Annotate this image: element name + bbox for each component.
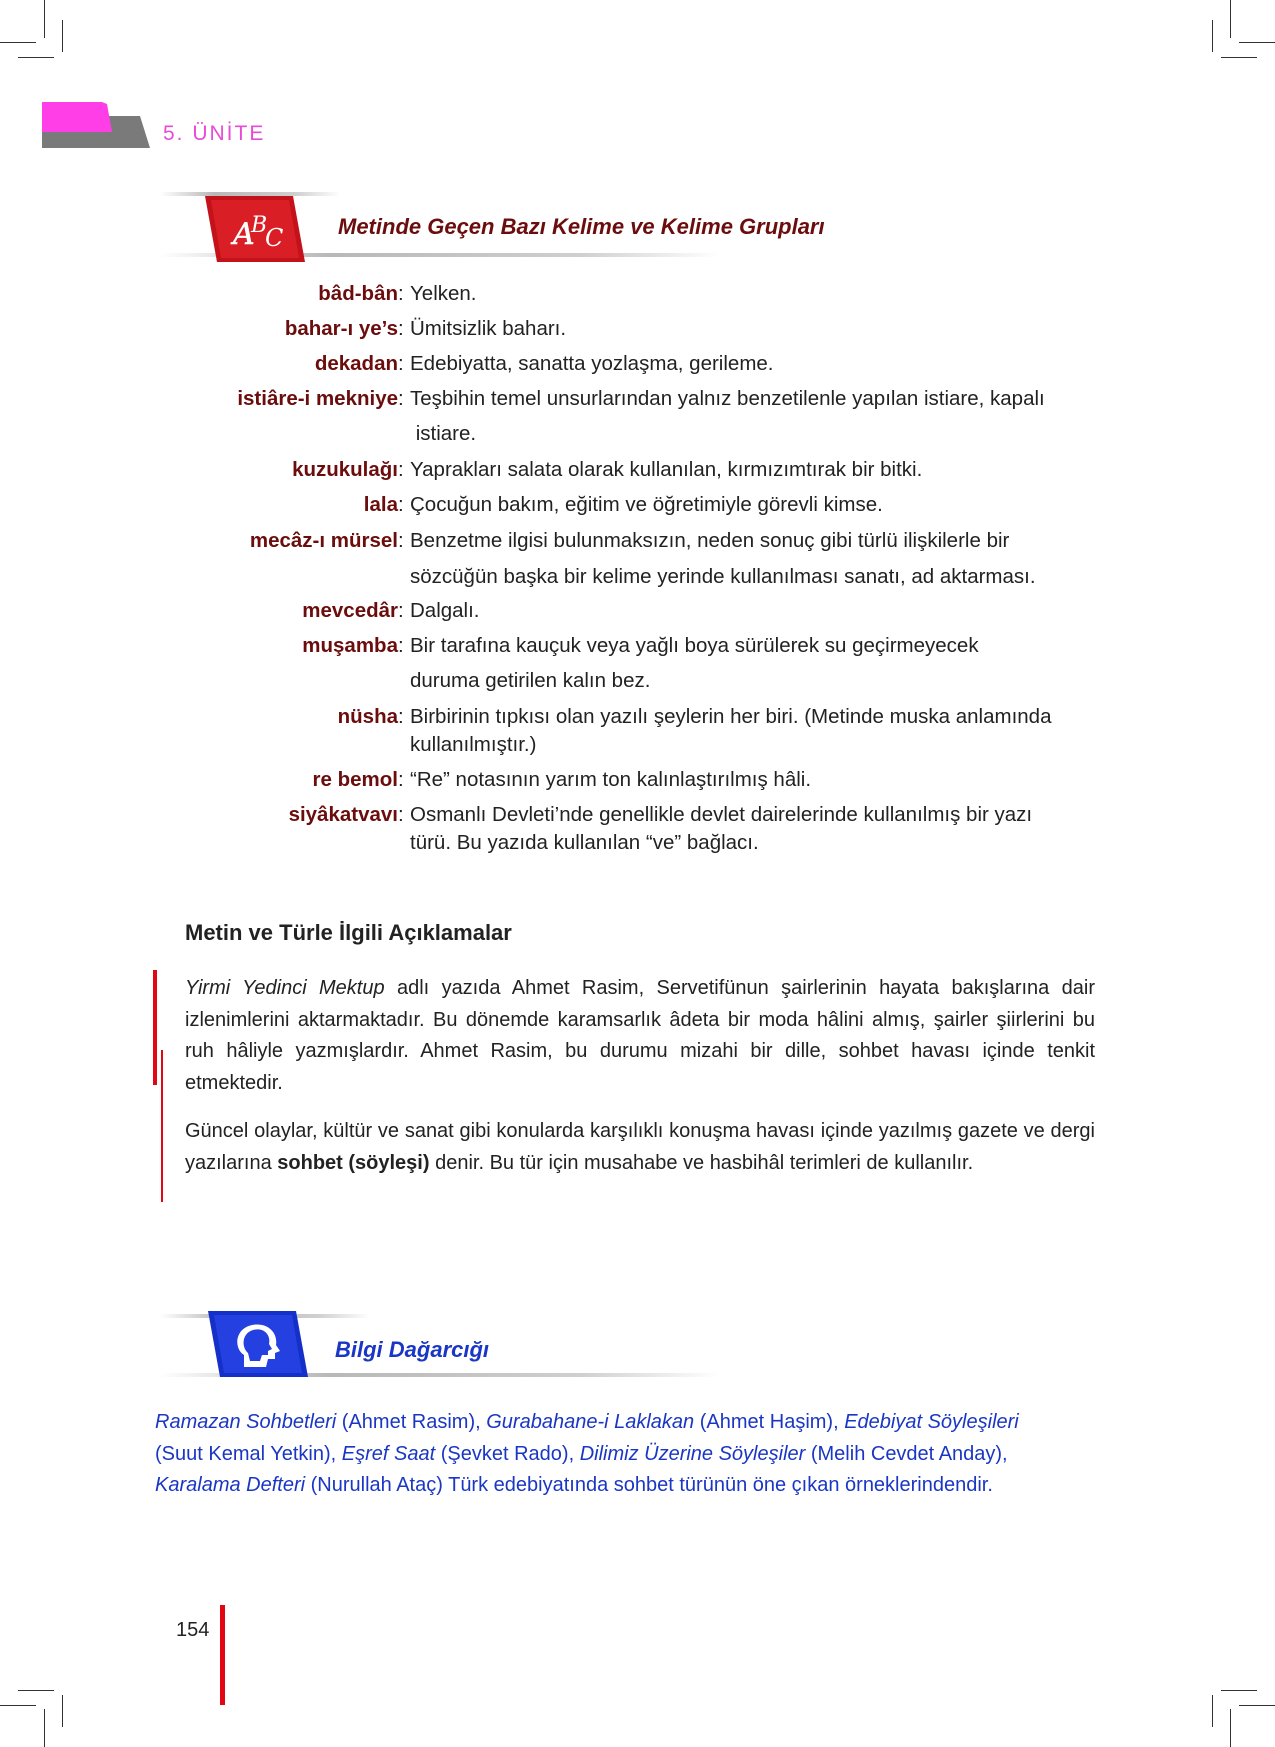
vocab-definition: Yaprakları salata olarak kullanılan, kırmızımtırak bir bitki. — [410, 458, 923, 481]
vocab-term: kuzukulağı — [292, 458, 398, 481]
vocab-term: re bemol — [312, 768, 398, 791]
vocab-definition: Edebiyatta, sanatta yozlaşma, gerileme. — [410, 352, 774, 375]
vocab-definition: Bir tarafına kauçuk veya yağlı boya sürülerek su geçirmeyecek duruma getirilen kalın bez. — [410, 634, 979, 692]
vocab-definition: Dalgalı. — [410, 599, 480, 622]
unit-label: 5. ÜNİTE — [163, 122, 266, 145]
vocab-term: nüsha — [337, 705, 398, 728]
vocab-term: muşamba — [302, 634, 398, 657]
work-title: Edebiyat Söyleşileri — [844, 1411, 1019, 1433]
vocab-definition: Ümitsizlik baharı. — [410, 317, 567, 340]
work-title: Yirmi Yedinci Mektup — [185, 977, 385, 999]
work-title: Ramazan Sohbetleri — [155, 1411, 337, 1433]
vocab-section-title: Metinde Geçen Bazı Kelime ve Kelime Grupları — [338, 214, 825, 239]
vocab-term: lala — [363, 493, 398, 516]
explain-paragraph-2: Güncel olaylar, kültür ve sanat gibi konularda karşılıklı konuşma havası içinde yazılmış gazete ve dergi yazılarına sohbet (söyleşi) denir. Bu tür için musahabe ve hasbihâl terimleri de kullanılır. — [185, 1120, 1095, 1174]
explain-heading: Metin ve Türle İlgili Açıklamalar — [185, 920, 512, 945]
page-number: 154 — [176, 1619, 210, 1641]
vocab-definition: Yelken. — [410, 282, 477, 305]
vocab-definition: Benzetme ilgisi bulunmaksızın, neden sonuç gibi türlü ilişkilerle bir sözcüğün başka bir kelime yerinde kullanılması sanatı, ad aktarması. — [410, 529, 1036, 588]
unit-tab-icon — [42, 102, 150, 148]
vocab-term: mevcedâr — [302, 599, 398, 622]
explain-paragraph-1: Yirmi Yedinci Mektup adlı yazıda Ahmet Rasim, Servetifünun şairlerinin hayata bakışlarına dair izlenimlerini aktarmaktadır. Bu dönemde karamsarlık âdeta bir moda hâlini almış, şairler şiirlerini bu ruh hâliyle yazmışlardır. Ahmet Rasim, bu durumu mizahi bir dille, sohbet havası içinde tenkit etmektedir. — [185, 977, 1095, 1094]
vocab-term: istiâre-i mekniye — [237, 387, 398, 410]
vocab-term: bâd-bân — [318, 282, 398, 305]
work-title: Eşref Saat — [341, 1442, 436, 1465]
vocab-term: dekadan — [314, 352, 398, 375]
svg-text:B: B — [251, 213, 268, 238]
vocab-term: siyâkatvavı — [288, 803, 398, 826]
svg-text:A: A — [233, 217, 255, 252]
work-title: Gurabahane-i Laklakan — [486, 1411, 695, 1433]
vocab-term: mecâz-ı mürsel — [249, 529, 398, 552]
vocab-definition: Birbirinin tıpkısı olan yazılı şeylerin her biri. (Metinde muska anlamında kullanılmıştır.) — [410, 705, 1052, 756]
work-title: Dilimiz Üzerine Söyleşiler — [579, 1442, 806, 1465]
abc-letters-icon — [205, 196, 305, 262]
work-title: Karalama Defteri — [155, 1474, 306, 1496]
vocab-definition: Osmanlı Devleti’nde genellikle devlet dairelerinde kullanılmış bir yazı türü. Bu yazıda kullanılan “ve” bağlacı. — [410, 803, 1033, 854]
red-margin-strip — [153, 970, 157, 1085]
vocab-term: bahar-ı ye’s — [284, 317, 398, 340]
bilgi-paragraph: Ramazan Sohbetleri (Ahmet Rasim), Gurabahane-i Laklakan (Ahmet Haşim), Edebiyat Söyleşileri (Suut Kemal Yetkin), Eşref Saat (Şevket Rado), Dilimiz Üzerine Söyleşiler (Melih Cevdet Anday), Karalama Defteri (Nurullah Ataç) Türk edebiyatında sohbet türünün öne çıkan örneklerindendir. — [155, 1411, 1019, 1496]
svg-text:C: C — [265, 224, 284, 252]
vocab-definition: Teşbihin temel unsurlarından yalnız benzetilenle yapılan istiare, kapalı istiare. — [410, 387, 1045, 445]
red-margin-strip-thin — [161, 1050, 163, 1202]
page-number-bar — [220, 1605, 225, 1705]
bilgi-section-title: Bilgi Dağarcığı — [335, 1337, 490, 1362]
head-silhouette-icon — [208, 1311, 308, 1377]
term-highlight: sohbet (söyleşi) — [277, 1151, 430, 1174]
vocab-definition: Çocuğun bakım, eğitim ve öğretimiyle görevli kimse. — [410, 493, 883, 516]
vocab-definition: “Re” notasının yarım ton kalınlaştırılmış hâli. — [410, 768, 812, 791]
